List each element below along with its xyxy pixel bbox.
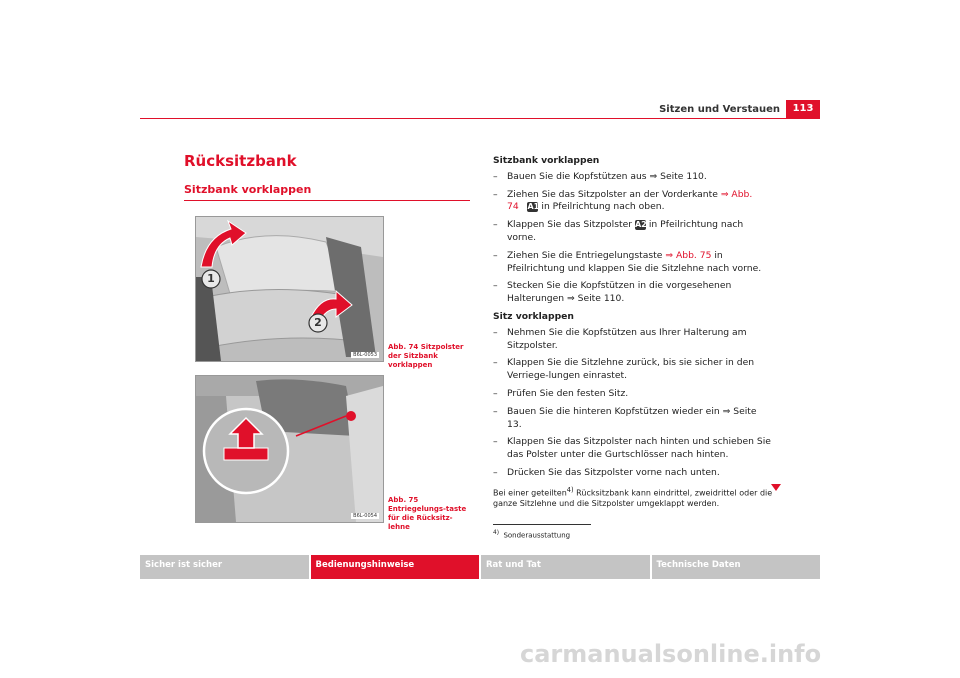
instruction-column bbox=[493, 155, 773, 509]
figure-caption: Abb. 74 Sitzpolster der Sitzbank vorklappen bbox=[388, 343, 464, 369]
continue-arrow-icon bbox=[771, 484, 781, 491]
subtitle-rule bbox=[184, 200, 470, 201]
page-title: Rücksitzbank bbox=[184, 152, 297, 170]
footer-tab-sicher[interactable]: Sicher ist sicher bbox=[140, 555, 311, 579]
page-number: 113 bbox=[786, 100, 820, 118]
marker-a2-icon: A2 bbox=[634, 219, 647, 229]
marker-1-label: 1 bbox=[207, 272, 215, 285]
section-heading: Sitz vorklappen bbox=[493, 310, 574, 322]
list-item: – Ziehen Sie das Sitzpolster an der Vorderkante ⇒ Abb. 74 A1 in Pfeilrichtung nach oben. bbox=[493, 188, 753, 213]
footer-nav bbox=[140, 555, 820, 579]
list-item: – Stecken Sie die Kopfstützen in die vorgesehenen Halterungen ⇒ Seite 110. bbox=[493, 280, 732, 305]
list-item: – Drücken Sie das Sitzpolster vorne nach unten. bbox=[493, 466, 720, 478]
figure-release-button bbox=[195, 375, 384, 523]
footnote: $^{4)}$ Sonderausstattung bbox=[493, 530, 571, 540]
footnote-rule bbox=[493, 524, 591, 525]
figure-code: B6L-0054 bbox=[353, 513, 377, 519]
list-item: – Klappen Sie die Sitzlehne zurück, bis sie sicher in den Verriege-lungen einrastet. bbox=[493, 357, 755, 382]
section-subtitle: Sitzbank vorklappen bbox=[184, 183, 312, 196]
list-item: – Prüfen Sie den festen Sitz. bbox=[493, 387, 629, 399]
list-item: – Nehmen Sie die Kopfstützen aus Ihrer Halterung am Sitzpolster. bbox=[493, 326, 747, 351]
running-header-title: Sitzen und Verstauen bbox=[659, 104, 780, 115]
figure-caption: Abb. 75 Entriegelungs-taste für die Rücksitz-lehne bbox=[388, 496, 467, 531]
footer-tab-technische-daten[interactable]: Technische Daten bbox=[652, 555, 821, 579]
marker-2-label: 2 bbox=[314, 316, 322, 329]
list-item: – Ziehen Sie die Entriegelungstaste ⇒ Abb. 75 in Pfeilrichtung und klappen Sie die Sitzlehne nach vorne. bbox=[493, 249, 762, 274]
list-item: – Klappen Sie das Sitzpolster A2 in Pfeilrichtung nach vorne. bbox=[493, 219, 744, 243]
footer-tab-bedienungshinweise[interactable]: Bedienungshinweise bbox=[311, 555, 482, 579]
figure-reference-link[interactable]: ⇒ Abb. 74 bbox=[507, 188, 753, 213]
marker-a1-icon: A1 bbox=[527, 201, 540, 211]
section-heading: Sitzbank vorklappen bbox=[493, 155, 600, 166]
list-item: – Bauen Sie die Kopfstützen aus ⇒ Seite 110. bbox=[493, 170, 707, 182]
note-text: Bei einer geteilten$^{4)}$ Rücksitzbank kann eindrittel, zweidrittel oder die ganze Sitzlehne und die Sitzpolster umgeklappt werden. bbox=[493, 485, 773, 508]
figure-seat-cushion bbox=[195, 216, 384, 362]
list-item: – Klappen Sie das Sitzpolster nach hinten und schieben Sie das Polster unter die Gurtschlösser nach hinten. bbox=[493, 436, 771, 461]
watermark: carmanualsonline.info bbox=[520, 640, 822, 668]
footer-tab-rat-und-tat[interactable]: Rat und Tat bbox=[481, 555, 652, 579]
figure-reference-link[interactable]: ⇒ Abb. 75 bbox=[665, 249, 712, 261]
figure-code: B6L-0053 bbox=[353, 352, 377, 358]
header-rule bbox=[140, 118, 820, 119]
list-item: – Bauen Sie die hinteren Kopfstützen wieder ein ⇒ Seite 13. bbox=[493, 405, 757, 430]
